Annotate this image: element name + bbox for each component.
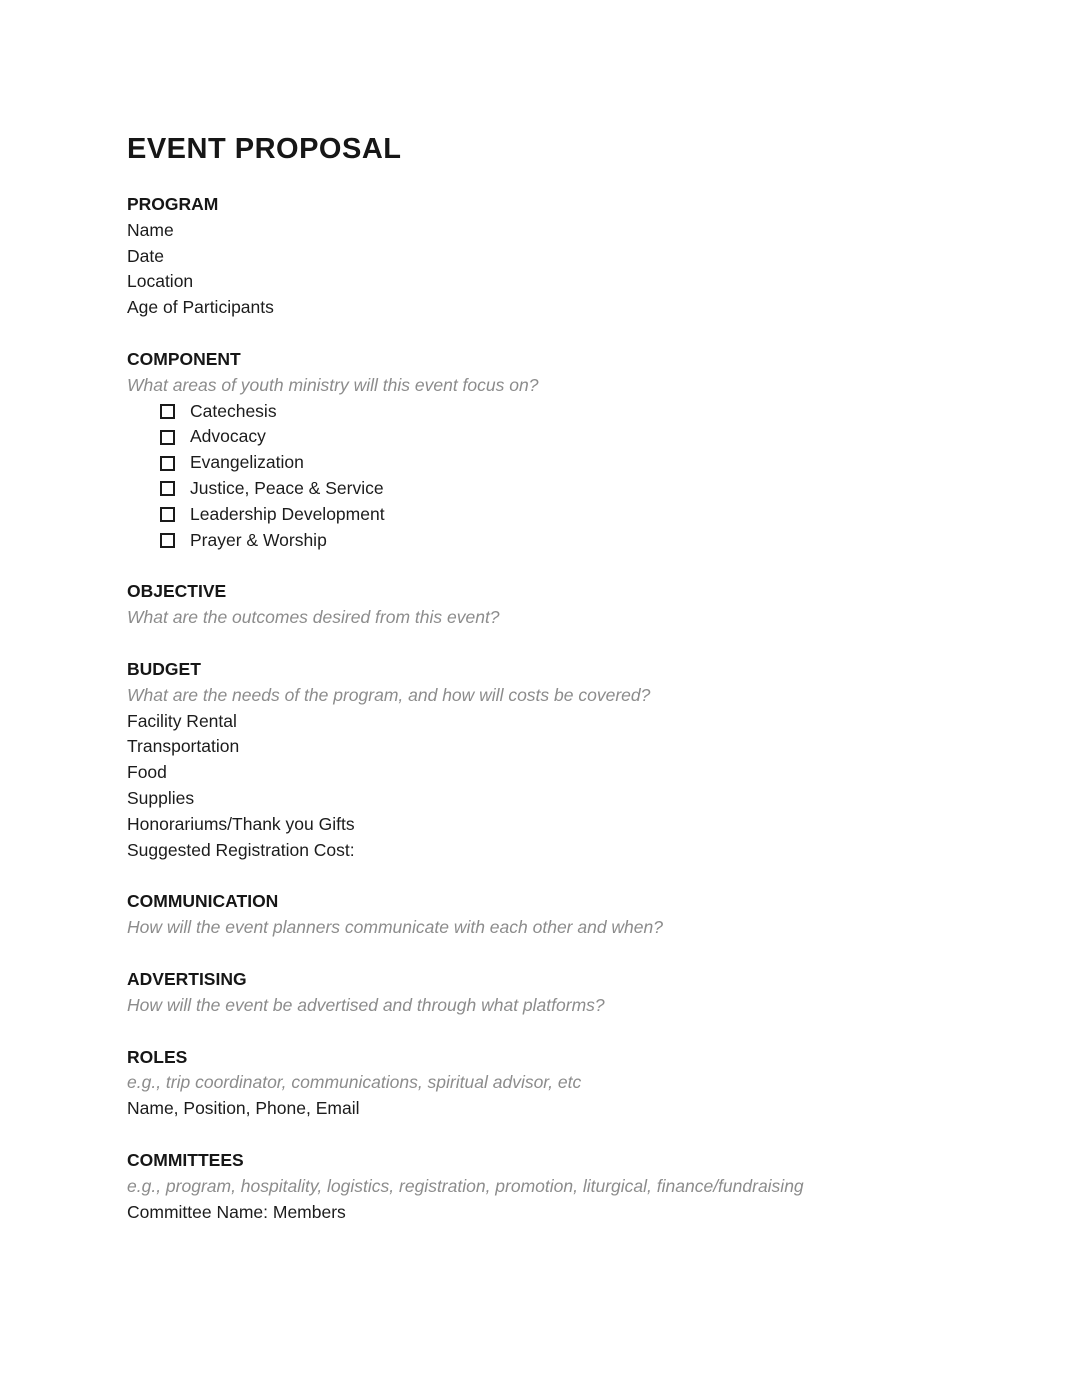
field-label-roles-columns: Name, Position, Phone, Email	[127, 1098, 360, 1119]
communication-prompt: How will the event planners communicate with each other and when?	[127, 917, 663, 938]
field-label-transportation: Transportation	[127, 736, 240, 757]
checkbox-label: Advocacy	[190, 426, 266, 447]
section-heading-budget: BUDGET	[127, 658, 201, 679]
checkbox-icon[interactable]	[160, 507, 175, 522]
section-heading-communication: COMMUNICATION	[127, 891, 279, 912]
field-label-location: Location	[127, 271, 194, 292]
field-label-suggested-registration-cost: Suggested Registration Cost:	[127, 839, 355, 860]
section-roles	[127, 1045, 960, 1122]
checkbox-icon[interactable]	[160, 404, 175, 419]
section-heading-roles: ROLES	[127, 1046, 188, 1067]
component-prompt: What areas of youth ministry will this event focus on?	[127, 374, 539, 395]
checkbox-icon[interactable]	[160, 456, 175, 471]
checkbox-row-prayer-worship[interactable]	[127, 528, 960, 554]
checkbox-label: Catechesis	[190, 400, 277, 421]
section-heading-objective: OBJECTIVE	[127, 581, 227, 602]
checkbox-label: Prayer & Worship	[190, 529, 327, 550]
checkbox-row-catechesis[interactable]	[127, 399, 960, 425]
checkbox-row-evangelization[interactable]	[127, 450, 960, 476]
checkbox-label: Leadership Development	[190, 503, 385, 524]
checkbox-icon[interactable]	[160, 481, 175, 496]
committees-prompt: e.g., program, hospitality, logistics, registration, promotion, liturgical, finance/fundraising	[127, 1175, 804, 1196]
field-label-honorariums: Honorariums/Thank you Gifts	[127, 813, 355, 834]
section-communication	[127, 889, 960, 941]
section-advertising	[127, 967, 960, 1019]
field-label-supplies: Supplies	[127, 787, 195, 808]
checkbox-label: Justice, Peace & Service	[190, 477, 384, 498]
checkbox-row-justice-peace-service[interactable]	[127, 476, 960, 502]
field-label-age-of-participants: Age of Participants	[127, 297, 274, 318]
section-budget	[127, 657, 960, 863]
section-committees	[127, 1148, 960, 1225]
roles-prompt: e.g., trip coordinator, communications, spiritual advisor, etc	[127, 1072, 582, 1093]
checkbox-label: Evangelization	[190, 452, 304, 473]
section-heading-advertising: ADVERTISING	[127, 968, 247, 989]
field-label-date: Date	[127, 245, 164, 266]
checkbox-icon[interactable]	[160, 533, 175, 548]
checkbox-row-leadership-development[interactable]	[127, 502, 960, 528]
section-program	[127, 192, 960, 321]
section-heading-committees: COMMITTEES	[127, 1149, 244, 1170]
advertising-prompt: How will the event be advertised and through what platforms?	[127, 994, 605, 1015]
page-title: EVENT PROPOSAL	[127, 133, 402, 165]
checkbox-row-advocacy[interactable]	[127, 424, 960, 450]
section-component	[127, 347, 960, 553]
field-label-name: Name	[127, 219, 174, 240]
field-label-committee-name-members: Committee Name: Members	[127, 1201, 346, 1222]
field-label-food: Food	[127, 762, 167, 783]
section-objective	[127, 579, 960, 631]
objective-prompt: What are the outcomes desired from this event?	[127, 607, 500, 628]
field-label-facility-rental: Facility Rental	[127, 710, 237, 731]
section-heading-component: COMPONENT	[127, 348, 241, 369]
budget-prompt: What are the needs of the program, and how will costs be covered?	[127, 684, 651, 705]
checkbox-icon[interactable]	[160, 430, 175, 445]
section-heading-program: PROGRAM	[127, 194, 219, 214]
